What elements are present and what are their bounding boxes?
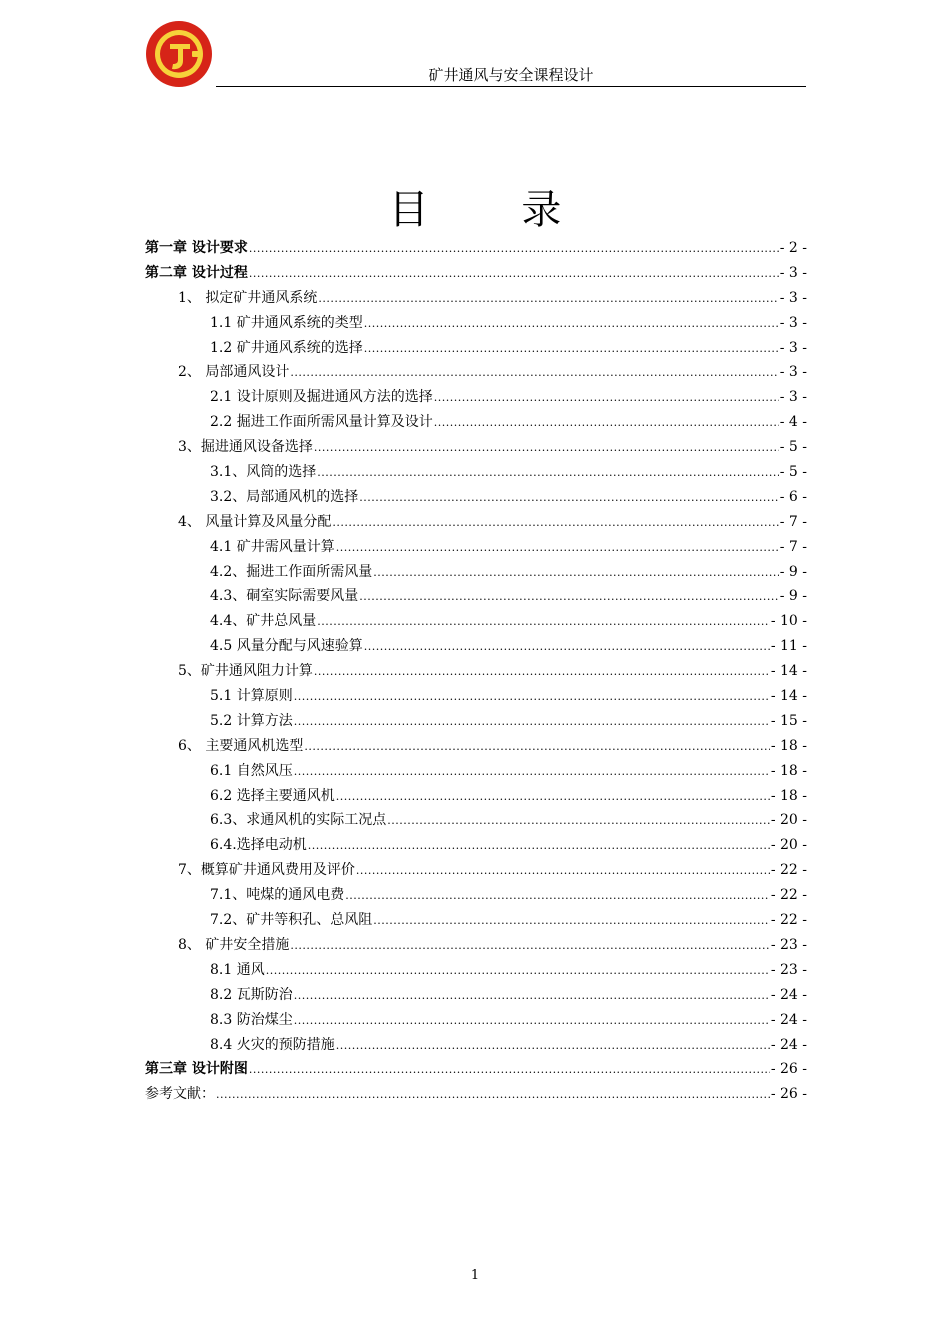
toc-entry-label: 5.2 计算方法 bbox=[210, 712, 293, 729]
toc-dot-leader bbox=[434, 386, 779, 411]
toc-entry-label: 8、 矿井安全措施 bbox=[178, 936, 290, 953]
toc-dot-leader bbox=[317, 610, 770, 635]
toc-entry-label: 8.3 防治煤尘 bbox=[210, 1011, 293, 1028]
toc-dot-leader bbox=[314, 436, 779, 461]
toc-entry-label: 1、 拟定矿井通风系统 bbox=[178, 289, 318, 306]
toc-dot-leader bbox=[304, 735, 769, 760]
toc-entry[interactable] bbox=[145, 709, 807, 734]
toc-entry[interactable] bbox=[145, 609, 807, 634]
toc-entry-page: - 22 - bbox=[770, 862, 807, 879]
toc-entry-label: 2.2 掘进工作面所需风量计算及设计 bbox=[210, 414, 433, 431]
toc-dot-leader bbox=[249, 1058, 770, 1083]
toc-entry[interactable] bbox=[145, 808, 807, 833]
toc-entry[interactable] bbox=[145, 385, 807, 410]
toc-dot-leader bbox=[294, 685, 770, 710]
toc-entry[interactable] bbox=[145, 759, 807, 784]
toc-entry[interactable] bbox=[145, 535, 807, 560]
toc-entry-label: 4.2、掘进工作面所需风量 bbox=[210, 563, 373, 580]
toc-entry[interactable] bbox=[145, 983, 807, 1008]
toc-entry-page: - 22 - bbox=[770, 887, 807, 904]
toc-entry[interactable] bbox=[145, 584, 807, 609]
toc-dot-leader bbox=[290, 934, 769, 959]
toc-dot-leader bbox=[434, 411, 779, 436]
toc-entry-label: 7、概算矿井通风费用及评价 bbox=[178, 862, 355, 879]
toc-entry-page: - 4 - bbox=[779, 414, 807, 431]
toc-entry-page: - 24 - bbox=[770, 986, 807, 1003]
toc-entry-label: 5.1 计算原则 bbox=[210, 688, 293, 705]
toc-entry-label: 8.2 瓦斯防治 bbox=[210, 986, 293, 1003]
toc-entry-page: - 15 - bbox=[770, 712, 807, 729]
toc-entry-label: 1.2 矿井通风系统的选择 bbox=[210, 339, 363, 356]
toc-entry-page: - 14 - bbox=[770, 688, 807, 705]
toc-dot-leader bbox=[266, 959, 770, 984]
toc-entry-page: - 24 - bbox=[770, 1036, 807, 1053]
toc-entry-label: 6.1 自然风压 bbox=[210, 762, 293, 779]
toc-entry-page: - 20 - bbox=[770, 837, 807, 854]
toc-entry[interactable] bbox=[145, 360, 807, 385]
toc-entry-label: 8.1 通风 bbox=[210, 961, 265, 978]
toc-dot-leader bbox=[364, 337, 779, 362]
toc-entry-label: 4.3、硐室实际需要风量 bbox=[210, 588, 359, 605]
toc-entry[interactable] bbox=[145, 286, 807, 311]
toc-entry[interactable] bbox=[145, 311, 807, 336]
toc-entry[interactable] bbox=[145, 410, 807, 435]
toc-entry-page: - 6 - bbox=[779, 488, 807, 505]
toc-entry-page: - 5 - bbox=[779, 464, 807, 481]
toc-dot-leader bbox=[356, 859, 770, 884]
toc-entry-label: 6、 主要通风机选型 bbox=[178, 737, 304, 754]
toc-entry-page: - 22 - bbox=[770, 912, 807, 929]
toc-entry[interactable] bbox=[145, 659, 807, 684]
toc-entry[interactable] bbox=[145, 933, 807, 958]
table-of-contents bbox=[145, 236, 807, 1107]
toc-entry[interactable] bbox=[145, 435, 807, 460]
toc-entry-page: - 18 - bbox=[770, 762, 807, 779]
toc-entry-label: 7.1、吨煤的通风电费 bbox=[210, 887, 345, 904]
toc-entry-label: 6.2 选择主要通风机 bbox=[210, 787, 335, 804]
toc-entry-page: - 9 - bbox=[779, 563, 807, 580]
toc-entry[interactable] bbox=[145, 485, 807, 510]
toc-entry[interactable] bbox=[145, 261, 807, 286]
toc-entry-label: 2.1 设计原则及掘进通风方法的选择 bbox=[210, 389, 433, 406]
toc-entry[interactable] bbox=[145, 634, 807, 659]
toc-entry-label: 2、 局部通风设计 bbox=[178, 364, 290, 381]
toc-entry-label: 4.1 矿井需风量计算 bbox=[210, 538, 335, 555]
toc-dot-leader bbox=[345, 884, 770, 909]
toc-entry-label: 4.4、矿井总风量 bbox=[210, 613, 317, 630]
toc-entry-label: 3、掘进通风设备选择 bbox=[178, 439, 313, 456]
toc-entry-page: - 24 - bbox=[770, 1011, 807, 1028]
toc-entry-page: - 14 - bbox=[770, 663, 807, 680]
toc-entry-page: - 3 - bbox=[779, 314, 807, 331]
toc-entry-page: - 11 - bbox=[770, 638, 807, 655]
toc-entry-label: 8.4 火灾的预防措施 bbox=[210, 1036, 335, 1053]
toc-entry-label: 5、矿井通风阻力计算 bbox=[178, 663, 313, 680]
toc-entry[interactable] bbox=[145, 784, 807, 809]
toc-entry[interactable] bbox=[145, 833, 807, 858]
toc-entry-label: 6.4.选择电动机 bbox=[210, 837, 307, 854]
toc-dot-leader bbox=[317, 461, 778, 486]
toc-entry-page: - 2 - bbox=[779, 240, 807, 256]
toc-entry[interactable] bbox=[145, 734, 807, 759]
toc-dot-leader bbox=[290, 361, 778, 386]
toc-entry-label: 1.1 矿井通风系统的类型 bbox=[210, 314, 363, 331]
toc-entry-page: - 23 - bbox=[770, 936, 807, 953]
toc-entry-page: - 9 - bbox=[779, 588, 807, 605]
toc-entry-page: - 3 - bbox=[779, 389, 807, 406]
toc-dot-leader bbox=[249, 262, 779, 287]
toc-dot-leader bbox=[314, 660, 770, 685]
toc-entry-page: - 23 - bbox=[770, 961, 807, 978]
university-logo-icon bbox=[143, 20, 215, 88]
toc-entry[interactable] bbox=[145, 908, 807, 933]
toc-dot-leader bbox=[294, 760, 770, 785]
toc-dot-leader bbox=[387, 809, 770, 834]
toc-entry-page: - 7 - bbox=[779, 538, 807, 555]
toc-entry-label: 第一章 设计要求 bbox=[145, 240, 248, 256]
toc-entry-label: 第二章 设计过程 bbox=[145, 264, 248, 281]
toc-entry[interactable] bbox=[145, 460, 807, 485]
toc-entry[interactable] bbox=[145, 958, 807, 983]
toc-entry[interactable] bbox=[145, 684, 807, 709]
toc-entry-page: - 18 - bbox=[770, 787, 807, 804]
toc-entry[interactable] bbox=[145, 883, 807, 908]
toc-entry-label: 7.2、矿井等积孔、总风阻 bbox=[210, 912, 373, 929]
toc-entry[interactable] bbox=[145, 336, 807, 361]
toc-dot-leader bbox=[336, 536, 779, 561]
toc-dot-leader bbox=[249, 237, 779, 262]
toc-dot-leader bbox=[364, 312, 779, 337]
toc-dot-leader bbox=[308, 834, 770, 859]
toc-entry-label: 第三章 设计附图 bbox=[145, 1061, 248, 1078]
toc-dot-leader bbox=[294, 984, 770, 1009]
toc-dot-leader bbox=[336, 1034, 770, 1059]
toc-entry[interactable] bbox=[145, 510, 807, 535]
toc-entry[interactable] bbox=[145, 858, 807, 883]
toc-dot-leader bbox=[318, 287, 778, 312]
toc-dot-leader bbox=[373, 909, 770, 934]
toc-entry[interactable] bbox=[145, 236, 807, 261]
page-number: 1 bbox=[470, 1268, 480, 1283]
toc-entry-page: - 26 - bbox=[770, 1086, 807, 1103]
toc-entry-label: 3.2、局部通风机的选择 bbox=[210, 488, 359, 505]
toc-dot-leader bbox=[294, 710, 770, 735]
toc-entry[interactable] bbox=[145, 1057, 807, 1082]
toc-entry[interactable] bbox=[145, 1033, 807, 1058]
toc-entry-label: 4.5 风量分配与风速验算 bbox=[210, 638, 363, 655]
toc-entry-page: - 5 - bbox=[779, 439, 807, 456]
toc-entry-page: - 7 - bbox=[779, 513, 807, 530]
toc-dot-leader bbox=[332, 511, 778, 536]
toc-entry-page: - 3 - bbox=[779, 339, 807, 356]
toc-dot-leader bbox=[373, 561, 778, 586]
toc-entry-label: 6.3、求通风机的实际工况点 bbox=[210, 812, 387, 829]
toc-entry-label: 参考文献： bbox=[145, 1086, 215, 1103]
toc-entry[interactable] bbox=[145, 1008, 807, 1033]
toc-entry-page: - 3 - bbox=[779, 289, 807, 306]
header-title: 矿井通风与安全课程设计 bbox=[428, 66, 594, 84]
toc-entry-label: 4、 风量计算及风量分配 bbox=[178, 513, 332, 530]
toc-entry-page: - 18 - bbox=[770, 737, 807, 754]
toc-dot-leader bbox=[359, 585, 778, 610]
toc-dot-leader bbox=[216, 1083, 770, 1108]
toc-entry[interactable] bbox=[145, 560, 807, 585]
toc-dot-leader bbox=[294, 1009, 770, 1034]
toc-entry-page: - 20 - bbox=[770, 812, 807, 829]
toc-dot-leader bbox=[364, 635, 770, 660]
toc-entry-label: 3.1、风筒的选择 bbox=[210, 464, 317, 481]
header-divider bbox=[216, 86, 806, 87]
toc-entry-page: - 26 - bbox=[770, 1061, 807, 1078]
document-title: 目 录 bbox=[388, 187, 602, 233]
toc-dot-leader bbox=[359, 486, 778, 511]
toc-dot-leader bbox=[336, 785, 770, 810]
toc-entry-page: - 10 - bbox=[770, 613, 807, 630]
toc-entry-page: - 3 - bbox=[779, 364, 807, 381]
toc-entry[interactable] bbox=[145, 1082, 807, 1107]
toc-entry-page: - 3 - bbox=[779, 264, 807, 281]
